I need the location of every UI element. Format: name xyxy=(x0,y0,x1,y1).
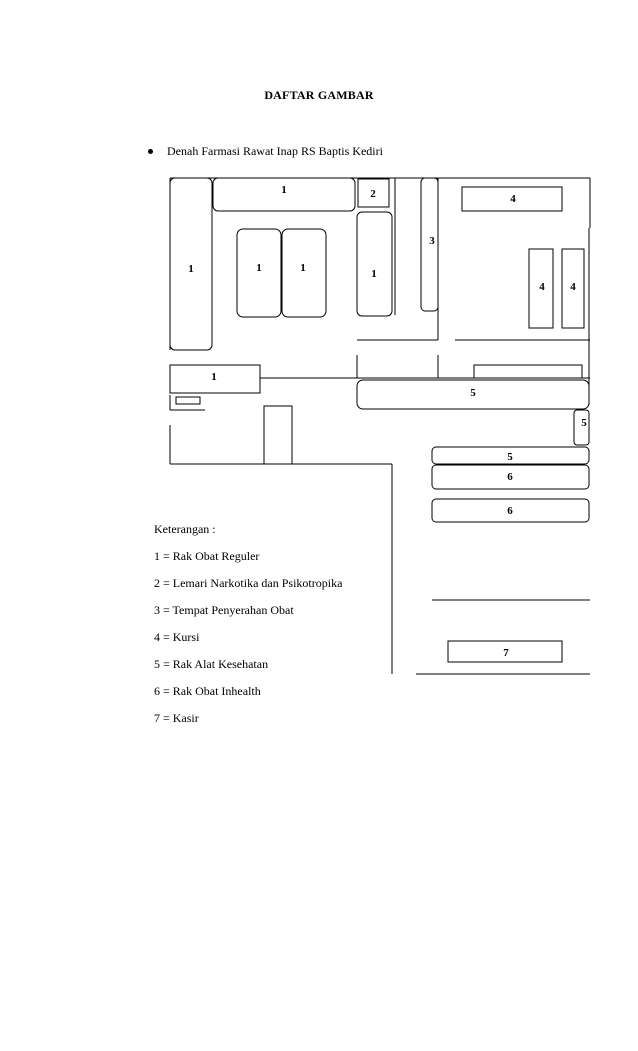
figure-caption: Denah Farmasi Rawat Inap RS Baptis Kediri xyxy=(167,144,383,158)
label-tool-rack-short: 5 xyxy=(507,451,513,463)
legend-item: 7 = Kasir xyxy=(154,711,199,725)
label-rack-mid-b: 1 xyxy=(300,262,306,274)
legend-item: 4 = Kursi xyxy=(154,630,200,644)
legend-item: 6 = Rak Obat Inhealth xyxy=(154,684,261,698)
small-shelf xyxy=(176,397,200,404)
legend-item: 3 = Tempat Penyerahan Obat xyxy=(154,603,294,617)
label-rack-left-tall: 1 xyxy=(188,263,194,275)
label-counter: 3 xyxy=(429,235,435,247)
label-tool-rack-long: 5 xyxy=(470,387,476,399)
label-tool-rack-small: 5 xyxy=(581,417,587,429)
label-locker: 2 xyxy=(370,188,376,200)
rack-center xyxy=(357,212,392,316)
door-block xyxy=(264,406,292,464)
legend-item: 2 = Lemari Narkotika dan Psikotropika xyxy=(154,576,343,590)
legend xyxy=(154,522,342,738)
legend-item: 1 = Rak Obat Reguler xyxy=(154,549,260,563)
label-inhealth-b: 6 xyxy=(507,505,513,517)
upper-counter-top xyxy=(474,365,582,378)
legend-heading: Keterangan : xyxy=(154,522,216,536)
label-rack-center: 1 xyxy=(371,268,377,280)
page-title: DAFTAR GAMBAR xyxy=(264,88,374,102)
label-chair-top: 4 xyxy=(510,193,516,205)
label-inhealth-a: 6 xyxy=(507,471,513,483)
label-chair-right-b: 4 xyxy=(570,281,576,293)
label-chair-right-a: 4 xyxy=(539,281,545,293)
label-rack-top-long: 1 xyxy=(281,184,287,196)
label-cashier: 7 xyxy=(503,647,509,659)
label-rack-mid-a: 1 xyxy=(256,262,262,274)
legend-item: 5 = Rak Alat Kesehatan xyxy=(154,657,269,671)
label-rack-low-left: 1 xyxy=(211,371,217,383)
